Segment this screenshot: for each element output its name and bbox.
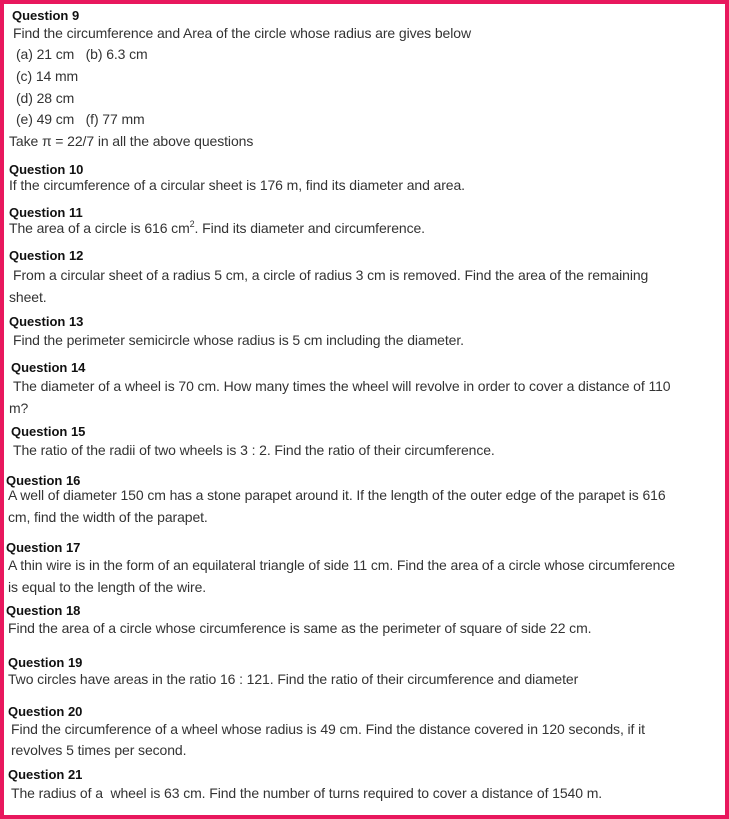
question-text: The ratio of the radii of two wheels is 3 : 2. Find the ratio of their circumference.	[13, 442, 495, 458]
question-text: A thin wire is in the form of an equilateral triangle of side 11 cm. Find the area of a circle whose circumference	[8, 557, 675, 573]
question-text: If the circumference of a circular sheet is 176 m, find its diameter and area.	[9, 177, 465, 193]
question-text: A well of diameter 150 cm has a stone parapet around it. If the length of the outer edge of the parapet is 616	[8, 487, 666, 503]
question-text: m?	[9, 400, 29, 416]
question-text: The diameter of a wheel is 70 cm. How many times the wheel will revolve in order to cover a distance of 110	[13, 378, 671, 394]
question-option: (c) 14 mm	[16, 68, 79, 84]
question-text: is equal to the length of the wire.	[8, 579, 207, 595]
question-text: From a circular sheet of a radius 5 cm, a circle of radius 3 cm is removed. Find the area of the remaining	[13, 267, 649, 283]
question-title: Question 15	[11, 424, 86, 439]
question-option: (e) 49 cm (f) 77 mm	[16, 111, 145, 127]
question-title: Question 10	[9, 162, 84, 177]
question-title: Question 21	[8, 767, 83, 782]
question-title: Question 19	[8, 655, 83, 670]
question-text: Find the area of a circle whose circumference is same as the perimeter of square of side 22 cm.	[8, 620, 592, 636]
question-option: (d) 28 cm	[16, 90, 75, 106]
question-text-part: . Find its diameter and circumference.	[194, 220, 425, 236]
question-text: sheet.	[9, 289, 47, 305]
question-title: Question 11	[9, 205, 83, 220]
question-title: Question 14	[11, 360, 86, 375]
question-title: Question 17	[6, 540, 81, 555]
question-text: The radius of a wheel is 63 cm. Find the number of turns required to cover a distance of 1540 m.	[11, 785, 603, 801]
question-text-part: The area of a circle is 616 cm	[9, 220, 190, 236]
question-text: cm, find the width of the parapet.	[8, 509, 208, 525]
question-text: Find the circumference and Area of the circle whose radius are gives below	[13, 25, 471, 41]
question-title: Question 16	[6, 473, 81, 488]
question-option: (a) 21 cm (b) 6.3 cm	[16, 46, 148, 62]
question-text: revolves 5 times per second.	[11, 742, 187, 758]
superscript: 2	[189, 219, 195, 229]
question-text	[9, 220, 425, 236]
question-title: Question 18	[6, 603, 81, 618]
question-text: Find the circumference of a wheel whose radius is 49 cm. Find the distance covered in 120 seconds, if it	[11, 721, 645, 737]
question-title: Question 12	[9, 248, 84, 263]
question-title: Question 9	[12, 8, 80, 23]
question-text: Two circles have areas in the ratio 16 : 121. Find the ratio of their circumference and diameter	[8, 671, 579, 687]
question-title: Question 20	[8, 704, 83, 719]
question-title: Question 13	[9, 314, 84, 329]
question-text: Find the perimeter semicircle whose radius is 5 cm including the diameter.	[13, 332, 464, 348]
question-note: Take π = 22/7 in all the above questions	[9, 133, 254, 149]
